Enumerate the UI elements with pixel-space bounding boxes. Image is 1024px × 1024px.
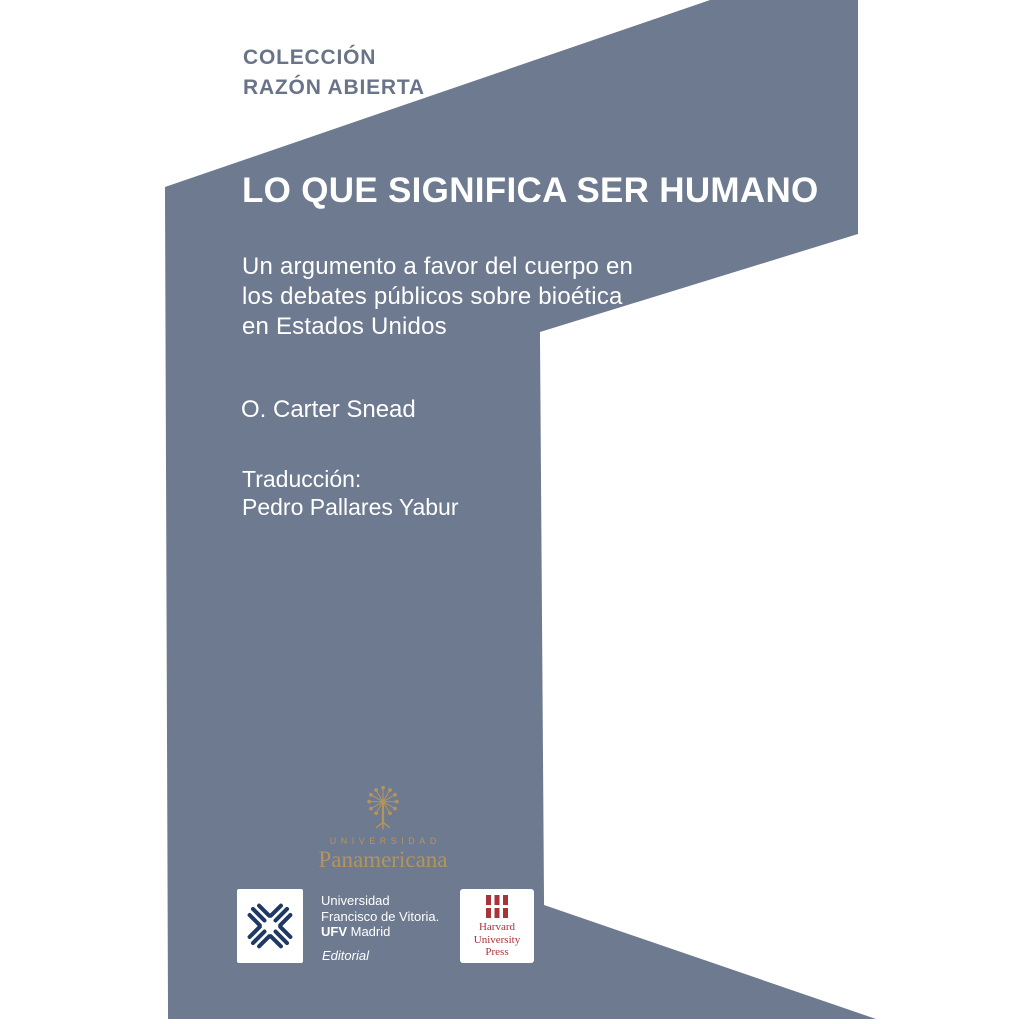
harvard-books-icon <box>485 895 509 919</box>
author-name: O. Carter Snead <box>241 396 416 423</box>
collection-label-line1: COLECCIÓN <box>243 46 377 69</box>
ufv-imprint-label: Editorial <box>322 948 369 963</box>
harvard-logo-box <box>460 889 534 963</box>
harvard-line-1: Harvard <box>478 921 516 933</box>
subtitle-line-3: en Estados Unidos <box>242 313 447 340</box>
subtitle-line-2: los debates públicos sobre bioética <box>242 283 623 310</box>
harvard-line-3: Press <box>485 946 509 958</box>
ufv-text-block <box>321 893 439 940</box>
translation-label: Traducción: <box>242 466 362 492</box>
subtitle-line-1: Un argumento a favor del cuerpo en <box>242 253 634 280</box>
book-title: LO QUE SIGNIFICA SER HUMANO <box>242 171 819 210</box>
harvard-text-block <box>474 921 520 959</box>
book-subtitle <box>242 252 633 342</box>
collection-label-line2: RAZÓN ABIERTA <box>243 76 425 99</box>
ufv-line-madrid <box>321 924 439 940</box>
tree-icon <box>357 779 409 833</box>
panamericana-logo <box>293 779 473 873</box>
ufv-pinwheel-icon <box>241 895 299 957</box>
panamericana-institution-label: UNIVERSIDAD <box>329 836 441 846</box>
ufv-line-francisco: Francisco de Vitoria. <box>321 908 440 924</box>
translator-name: Pedro Pallares Yabur <box>242 494 459 520</box>
harvard-line-2: University <box>473 933 521 946</box>
ufv-acronym: UFV <box>321 924 347 939</box>
ufv-city: Madrid <box>347 924 391 939</box>
panamericana-name: Panamericana <box>318 847 448 872</box>
ufv-logo-box <box>237 889 303 963</box>
ufv-line-universidad: Universidad <box>321 893 390 908</box>
